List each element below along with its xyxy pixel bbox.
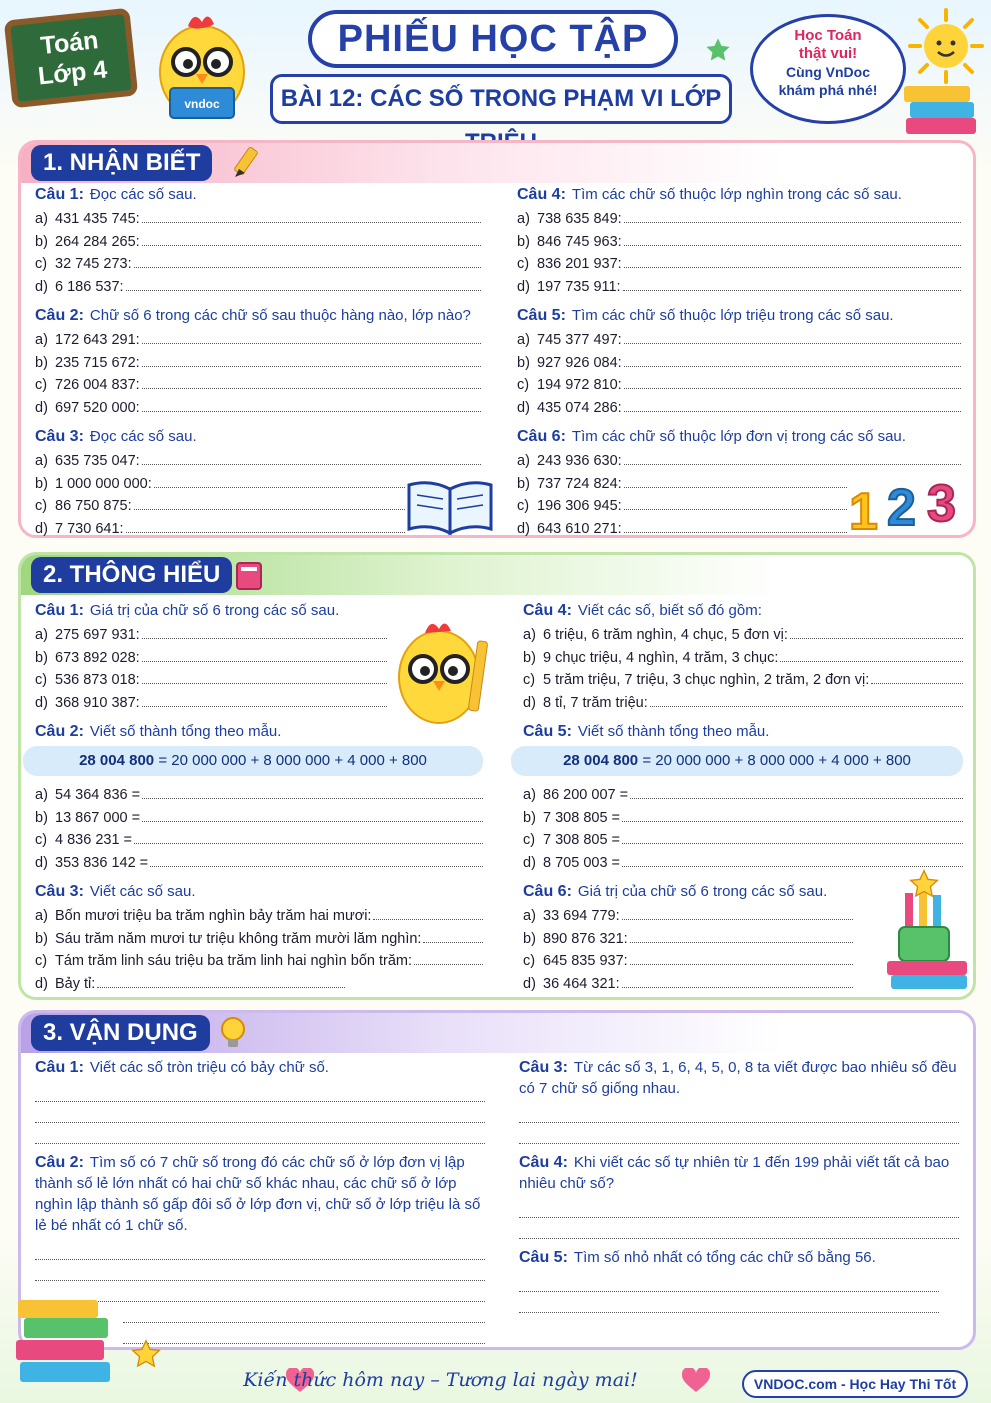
heart-icon xyxy=(682,1368,710,1394)
question-text: Đọc các số sau. xyxy=(89,186,197,203)
section-understanding xyxy=(18,552,976,1000)
answer-line[interactable]: a) 635 735 047: xyxy=(35,450,481,473)
question xyxy=(519,1247,959,1313)
deco-number: 1 xyxy=(849,483,878,537)
answer-line[interactable] xyxy=(35,1102,485,1123)
answer-line[interactable] xyxy=(519,1292,939,1313)
board-grade: Lớp 4 xyxy=(36,55,109,91)
answer-line[interactable] xyxy=(35,1081,485,1102)
question-text: Tìm các chữ số thuộc lớp đơn vị trong các số sau. xyxy=(571,428,906,445)
speech-bubble xyxy=(750,14,906,124)
section-title: 1. NHẬN BIẾT xyxy=(31,145,212,181)
answer-line[interactable] xyxy=(519,1218,959,1239)
question-number: Câu 2: xyxy=(35,307,84,324)
answer-line[interactable]: d) 6 186 537: xyxy=(35,276,481,299)
answer-line[interactable]: b) 890 876 321: xyxy=(523,928,853,951)
question-text: Viết các số tròn triệu có bảy chữ số. xyxy=(89,1059,329,1076)
question xyxy=(523,722,963,874)
answer-line[interactable]: b) 13 867 000 = xyxy=(35,807,483,830)
answer-line[interactable]: d) 435 074 286: xyxy=(517,397,961,420)
answer-line[interactable]: b) 673 892 028: xyxy=(35,647,387,670)
footer-site-link[interactable]: VNDOC.com - Học Hay Thi Tốt xyxy=(742,1370,968,1398)
question-text: Giá trị của chữ số 6 trong các số sau. xyxy=(577,883,828,900)
answer-line[interactable]: b) 927 926 084: xyxy=(517,352,961,375)
question-text: Viết số thành tổng theo mẫu. xyxy=(577,723,770,740)
answer-line[interactable]: b) Sáu trăm năm mươi tư triệu không trăm mười lăm nghìn: xyxy=(35,928,483,951)
question-number: Câu 5: xyxy=(517,307,566,324)
open-book-icon xyxy=(405,477,495,537)
chick-pencil-mascot-icon xyxy=(389,611,499,731)
section-recognition xyxy=(18,140,976,538)
question xyxy=(35,185,481,298)
question-text: Tìm số có 7 chữ số trong đó các chữ số ở lớp đơn vị lập thành số lẻ lớn nhất có hai chữ số khác nhau, các chữ số ở lớp nghìn lập thành số gấp đôi số ở lớp đơn vị, chữ số ở lớp triệu là số lẻ bé nhất có 1 chữ số. xyxy=(35,1154,481,1234)
answer-line[interactable]: d) Bảy tỉ: xyxy=(35,973,345,996)
answer-line[interactable] xyxy=(35,1239,485,1260)
page-title: PHIẾU HỌC TẬP xyxy=(308,10,678,68)
question xyxy=(517,185,961,298)
answer-line[interactable]: a) 243 936 630: xyxy=(517,450,961,473)
lesson-title: BÀI 12: CÁC SỐ TRONG PHẠM VI LỚP xyxy=(270,74,732,124)
question-number: Câu 4: xyxy=(519,1154,568,1171)
question-number: Câu 4: xyxy=(523,602,572,619)
sun-icon xyxy=(908,8,984,84)
answer-line[interactable]: c) 5 trăm triệu, 7 triệu, 3 chục nghìn, 2 trăm, 2 đơn vị: xyxy=(523,669,963,692)
answer-line[interactable]: b) 846 745 963: xyxy=(517,231,961,254)
bubble-line: Học Toán xyxy=(794,27,862,44)
question-text: Từ các số 3, 1, 6, 4, 5, 0, 8 ta viết được bao nhiêu số đều có 7 chữ số giống nhau. xyxy=(519,1059,957,1097)
answer-line[interactable]: b) 235 715 672: xyxy=(35,352,481,375)
question-number: Câu 4: xyxy=(517,186,566,203)
lightbulb-icon xyxy=(213,1013,253,1053)
question-text: Viết các số, biết số đó gồm: xyxy=(577,602,762,619)
answer-line[interactable] xyxy=(519,1123,959,1144)
numbers-123-icon xyxy=(841,473,971,537)
answer-line[interactable]: a) 33 694 779: xyxy=(523,905,853,928)
answer-line[interactable]: c) 536 873 018: xyxy=(35,669,387,692)
section-title: 3. VẬN DỤNG xyxy=(31,1015,210,1051)
question-number: Câu 3: xyxy=(519,1059,568,1076)
answer-line[interactable] xyxy=(35,1123,485,1144)
answer-line[interactable]: d) 7 730 641: xyxy=(35,518,405,541)
star-icon xyxy=(908,868,940,900)
section-title: 2. THÔNG HIỂU xyxy=(31,557,232,593)
answer-line[interactable]: b) 737 724 824: xyxy=(517,473,847,496)
answer-line[interactable]: c) 32 745 273: xyxy=(35,253,481,276)
answer-line[interactable]: d) 353 836 142 = xyxy=(35,852,483,875)
deco-number: 2 xyxy=(887,479,916,537)
answer-line[interactable]: d) 197 735 911: xyxy=(517,276,961,299)
question xyxy=(517,306,961,419)
answer-line[interactable] xyxy=(35,1281,485,1302)
question-text: Tìm các chữ số thuộc lớp triệu trong các số sau. xyxy=(571,307,894,324)
answer-line[interactable]: c) 836 201 937: xyxy=(517,253,961,276)
deco-number: 3 xyxy=(927,475,956,533)
answer-line[interactable]: a) 738 635 849: xyxy=(517,208,961,231)
answer-line[interactable]: d) 697 520 000: xyxy=(35,397,481,420)
answer-line[interactable] xyxy=(35,1260,485,1281)
answer-line[interactable]: c) 7 308 805 = xyxy=(523,829,963,852)
question-number: Câu 1: xyxy=(35,1059,84,1076)
answer-line[interactable]: c) 645 835 937: xyxy=(523,950,853,973)
mascot-book-label: vndoc xyxy=(184,97,220,111)
answer-line[interactable]: c) 726 004 837: xyxy=(35,374,481,397)
question xyxy=(35,882,483,995)
question xyxy=(519,1152,959,1239)
answer-line[interactable] xyxy=(123,1323,485,1344)
question-number: Câu 5: xyxy=(519,1249,568,1266)
question xyxy=(523,601,963,714)
question-text: Khi viết các số tự nhiên từ 1 đến 199 phải viết tất cả bao nhiêu chữ số? xyxy=(519,1154,950,1192)
question-number: Câu 2: xyxy=(35,723,84,740)
question xyxy=(35,722,483,874)
answer-line[interactable]: a) 54 364 836 = xyxy=(35,784,483,807)
question-text: Tìm số nhỏ nhất có tổng các chữ số bằng 56. xyxy=(573,1249,876,1266)
example-box: 28 004 800 = 20 000 000 + 8 000 000 + 4 000 + 800 xyxy=(511,746,963,776)
question-text: Đọc các số sau. xyxy=(89,428,197,445)
pencil-icon xyxy=(227,143,267,183)
bubble-line: khám phá nhé! xyxy=(778,82,878,98)
chalkboard-badge xyxy=(4,8,139,109)
answer-line[interactable]: d) 8 705 003 = xyxy=(523,852,963,875)
answer-line[interactable] xyxy=(519,1197,959,1218)
question xyxy=(35,1057,485,1144)
question-number: Câu 2: xyxy=(35,1154,84,1171)
question-number: Câu 5: xyxy=(523,723,572,740)
answer-line[interactable]: d) 36 464 321: xyxy=(523,973,853,996)
answer-line[interactable]: c) Tám trăm linh sáu triệu ba trăm linh hai nghìn bốn trăm: xyxy=(35,950,483,973)
answer-line[interactable]: c) 4 836 231 = xyxy=(35,829,483,852)
answer-line[interactable] xyxy=(519,1271,939,1292)
bubble-line: thật vui! xyxy=(798,45,858,62)
answer-line[interactable]: c) 196 306 945: xyxy=(517,495,847,518)
answer-line[interactable]: b) 264 284 265: xyxy=(35,231,481,254)
bubble-line: Cùng VnDoc xyxy=(786,64,870,80)
question-text: Viết số thành tổng theo mẫu. xyxy=(89,723,282,740)
question-number: Câu 1: xyxy=(35,186,84,203)
answer-line[interactable]: c) 86 750 875: xyxy=(35,495,405,518)
answer-line[interactable]: a) 172 643 291: xyxy=(35,329,481,352)
question-number: Câu 6: xyxy=(517,428,566,445)
pencil-cup-icon xyxy=(883,887,973,997)
answer-line[interactable]: d) 643 610 271: xyxy=(517,518,847,541)
book-icon xyxy=(229,555,269,595)
answer-line[interactable]: c) 194 972 810: xyxy=(517,374,961,397)
answer-line[interactable] xyxy=(123,1302,485,1323)
answer-line[interactable] xyxy=(519,1102,959,1123)
question-number: Câu 6: xyxy=(523,883,572,900)
question-number: Câu 3: xyxy=(35,883,84,900)
board-subject: Toán xyxy=(39,26,100,61)
question-number: Câu 3: xyxy=(35,428,84,445)
question-text: Chữ số 6 trong các chữ số sau thuộc hàng nào, lớp nào? xyxy=(89,307,471,324)
chick-mascot-icon xyxy=(148,8,256,126)
answer-line[interactable]: d) 368 910 387: xyxy=(35,692,387,715)
answer-line[interactable]: a) 745 377 497: xyxy=(517,329,961,352)
star-icon xyxy=(704,36,732,64)
question-text: Tìm các chữ số thuộc lớp nghìn trong các số sau. xyxy=(571,186,902,203)
question xyxy=(519,1057,959,1144)
question-number: Câu 1: xyxy=(35,602,84,619)
example-box: 28 004 800 = 20 000 000 + 8 000 000 + 4 000 + 800 xyxy=(23,746,483,776)
question xyxy=(35,306,481,419)
answer-line[interactable]: b) 9 chục triệu, 4 nghìn, 4 trăm, 3 chục: xyxy=(523,647,963,670)
section-application xyxy=(18,1010,976,1350)
books-stack-icon xyxy=(900,78,980,140)
answer-line[interactable]: d) 8 tỉ, 7 trăm triệu: xyxy=(523,692,963,715)
answer-line[interactable]: a) 431 435 745: xyxy=(35,208,481,231)
question-text: Giá trị của chữ số 6 trong các số sau. xyxy=(89,602,340,619)
answer-line[interactable]: b) 1 000 000 000: xyxy=(35,473,405,496)
answer-line[interactable]: a) 275 697 931: xyxy=(35,624,387,647)
s3-right-column xyxy=(519,1057,959,1321)
footer-slogan: Kiến thức hôm nay – Tương lai ngày mai! xyxy=(243,1369,638,1391)
worksheet-header xyxy=(0,0,991,135)
answer-line[interactable]: b) 7 308 805 = xyxy=(523,807,963,830)
answer-line[interactable]: a) Bốn mươi triệu ba trăm nghìn bảy trăm hai mươi: xyxy=(35,905,483,928)
answer-line[interactable]: a) 86 200 007 = xyxy=(523,784,963,807)
question-text: Viết các số sau. xyxy=(89,883,196,900)
answer-line[interactable]: a) 6 triệu, 6 trăm nghìn, 4 chục, 5 đơn vị: xyxy=(523,624,963,647)
